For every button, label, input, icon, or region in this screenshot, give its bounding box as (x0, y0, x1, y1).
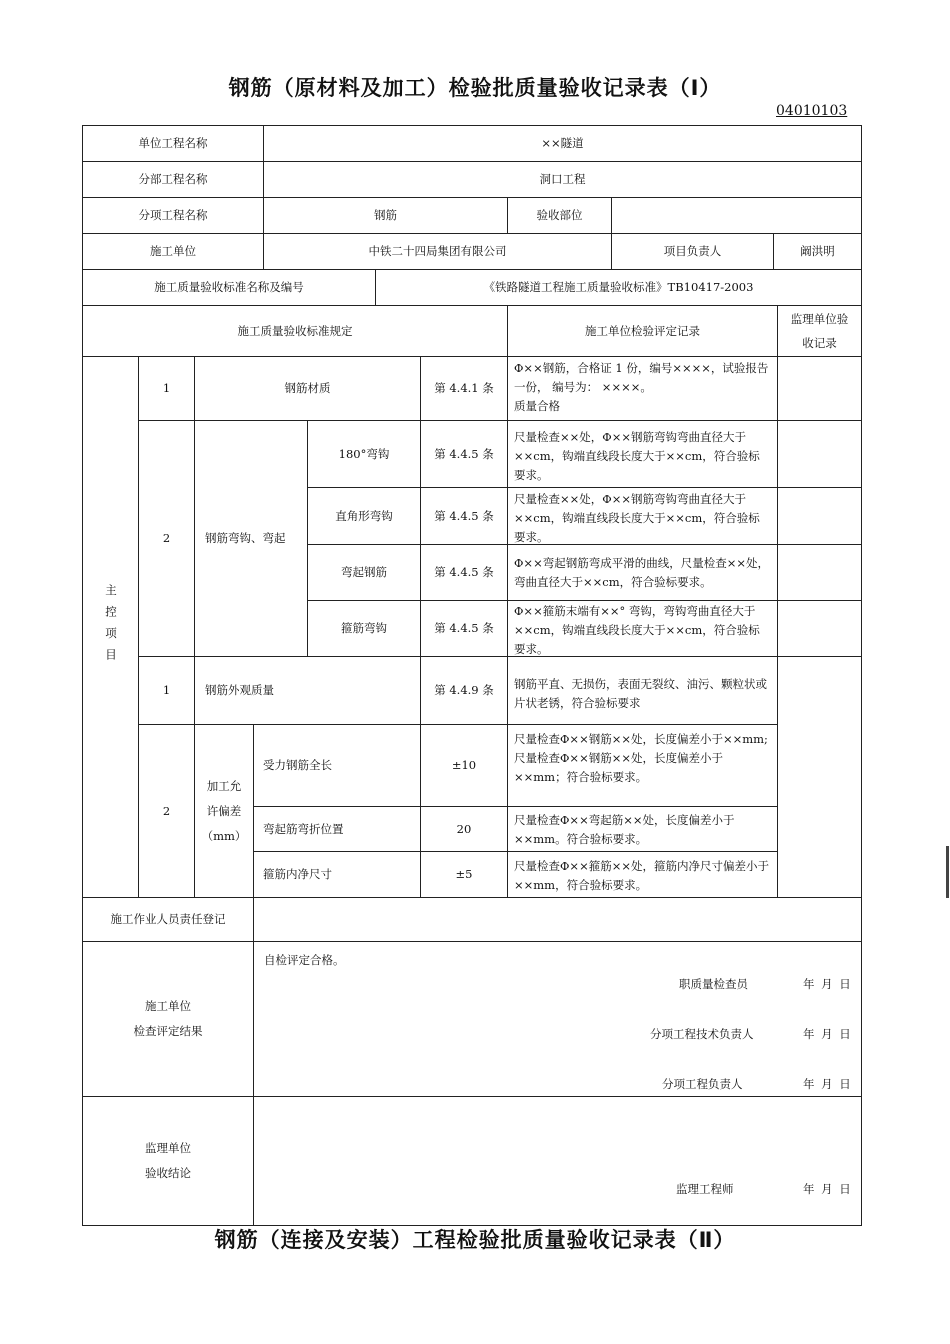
stirrup-size-tol: ±5 (420, 851, 508, 898)
item-lead-label: 分项工程负责人 (662, 1077, 743, 1091)
sub-project-label: 分部工程名称 (82, 161, 264, 198)
stirrup-hook-name: 箍筋弯钩 (307, 600, 421, 657)
right-angle-hook-supervisor[interactable] (777, 487, 862, 545)
bent-bar-name: 弯起钢筋 (307, 544, 421, 601)
main-row1-no: 1 (138, 356, 195, 421)
supervisor-engineer-date: 年 月 日 (803, 1182, 851, 1196)
quality-inspector-label: 职质量检查员 (679, 977, 748, 991)
item-project-value[interactable]: 钢筋 (263, 197, 508, 234)
tech-lead-date: 年 月 日 (803, 1027, 851, 1041)
stirrup-size-record[interactable]: 尺量检查Φ××箍筋××处，箍筋内净尺寸偏差小于××mm，符合验标要求。 (507, 851, 778, 898)
supervisor-result-box[interactable] (253, 1096, 862, 1226)
full-length-tol: ±10 (420, 724, 508, 807)
tech-lead-label: 分项工程技术负责人 (650, 1027, 754, 1041)
right-angle-hook-record[interactable]: 尺量检查××处，Φ××钢筋弯钩弯曲直径大于××cm，钩端直线段长度大于××cm，符合验标要求。 (507, 487, 778, 545)
sub-project-value[interactable]: 洞口工程 (263, 161, 862, 198)
quality-inspector-date: 年 月 日 (803, 977, 851, 991)
main-row1-name: 钢筋材质 (194, 356, 421, 421)
general-row1-no: 1 (138, 656, 195, 725)
contractor-result-label: 施工单位 检查评定结果 (82, 941, 254, 1097)
supervisor-column-header: 监理单位验 收记录 (777, 305, 862, 357)
general-row2-name: 加工允 许偏差 （mm） (194, 724, 254, 898)
general-row2-no: 2 (138, 724, 195, 898)
full-length-name: 受力钢筋全长 (253, 724, 421, 807)
unit-project-value[interactable]: ××隧道 (263, 125, 862, 162)
contractor-label: 施工单位 (82, 233, 264, 270)
spec-column-header: 施工质量验收标准规定 (82, 305, 508, 357)
record-column-header: 施工单位检验评定记录 (507, 305, 778, 357)
hook-180-name: 180°弯钩 (307, 420, 421, 488)
stirrup-size-name: 箍筋内净尺寸 (253, 851, 421, 898)
main-row1-record[interactable]: Φ××钢筋，合格证 1 份，编号××××，试验报告一份， 编号为： ××××。 质量合格 (507, 356, 778, 421)
accept-part-label: 验收部位 (507, 197, 612, 234)
general-row1-name: 钢筋外观质量 (194, 656, 421, 725)
next-form-title: 钢筋（连接及安装）工程检验批质量验收记录表（Ⅱ） (214, 1228, 736, 1252)
general-row1-record[interactable]: 钢筋平直、无损伤，表面无裂纹、油污、颗粒状或片状老锈，符合验标要求 (507, 656, 778, 725)
general-supervisor[interactable] (777, 656, 862, 898)
unit-project-label: 单位工程名称 (82, 125, 264, 162)
contractor-value[interactable]: 中铁二十四局集团有限公司 (263, 233, 612, 270)
main-row1-clause: 第 4.4.1 条 (420, 356, 508, 421)
main-row1-supervisor[interactable] (777, 356, 862, 421)
hook-180-record[interactable]: 尺量检查××处，Φ××钢筋弯钩弯曲直径大于××cm，钩端直线段长度大于××cm，符合验标要求。 (507, 420, 778, 488)
right-angle-hook-name: 直角形弯钩 (307, 487, 421, 545)
item-lead-date: 年 月 日 (803, 1077, 851, 1091)
main-row2-name: 钢筋弯钩、弯起 (194, 420, 308, 657)
general-row1-clause: 第 4.4.9 条 (420, 656, 508, 725)
standard-label: 施工质量验收标准名称及编号 (82, 269, 376, 306)
hook-180-clause: 第 4.4.5 条 (420, 420, 508, 488)
worker-register-label: 施工作业人员责任登记 (82, 897, 254, 942)
main-control-label: 主控项目 (82, 356, 139, 898)
bend-position-name: 弯起筋弯折位置 (253, 806, 421, 852)
bent-bar-record[interactable]: Φ××弯起钢筋弯成平滑的曲线，尺量检查××处，弯曲直径大于××cm，符合验标要求。 (507, 544, 778, 601)
standard-value[interactable]: 《铁路隧道工程施工质量验收标准》TB10417-2003 (375, 269, 862, 306)
project-manager-value[interactable]: 阚洪明 (773, 233, 862, 270)
supervisor-result-label: 监理单位 验收结论 (82, 1096, 254, 1226)
supervisor-engineer-label: 监理工程师 (676, 1182, 734, 1196)
contractor-result-box[interactable] (253, 941, 862, 1097)
main-row2-no: 2 (138, 420, 195, 657)
contractor-result-text: 自检评定合格。 (264, 953, 345, 967)
stirrup-hook-record[interactable]: Φ××箍筋末端有××° 弯钩，弯钩弯曲直径大于××cm，钩端直线段长度大于××cm，符合验标要求。 (507, 600, 778, 657)
form-title: 钢筋（原材料及加工）检验批质量验收记录表（Ⅰ） (228, 76, 722, 100)
stirrup-hook-clause: 第 4.4.5 条 (420, 600, 508, 657)
project-manager-label: 项目负责人 (611, 233, 774, 270)
right-angle-hook-clause: 第 4.4.5 条 (420, 487, 508, 545)
bent-bar-supervisor[interactable] (777, 544, 862, 601)
hook-180-supervisor[interactable] (777, 420, 862, 488)
form-code: 04010103 (776, 103, 848, 119)
bend-position-tol: 20 (420, 806, 508, 852)
item-project-label: 分项工程名称 (82, 197, 264, 234)
bent-bar-clause: 第 4.4.5 条 (420, 544, 508, 601)
full-length-record[interactable]: 尺量检查Φ××钢筋××处，长度偏差小于××mm; 尺量检查Φ××钢筋××处，长度偏差小于××mm；符合验标要求。 (507, 724, 778, 807)
edge-mark (946, 846, 949, 898)
stirrup-hook-supervisor[interactable] (777, 600, 862, 657)
accept-part-value[interactable] (611, 197, 862, 234)
bend-position-record[interactable]: 尺量检查Φ××弯起筋××处，长度偏差小于××mm。符合验标要求。 (507, 806, 778, 852)
worker-register-value[interactable] (253, 897, 862, 942)
